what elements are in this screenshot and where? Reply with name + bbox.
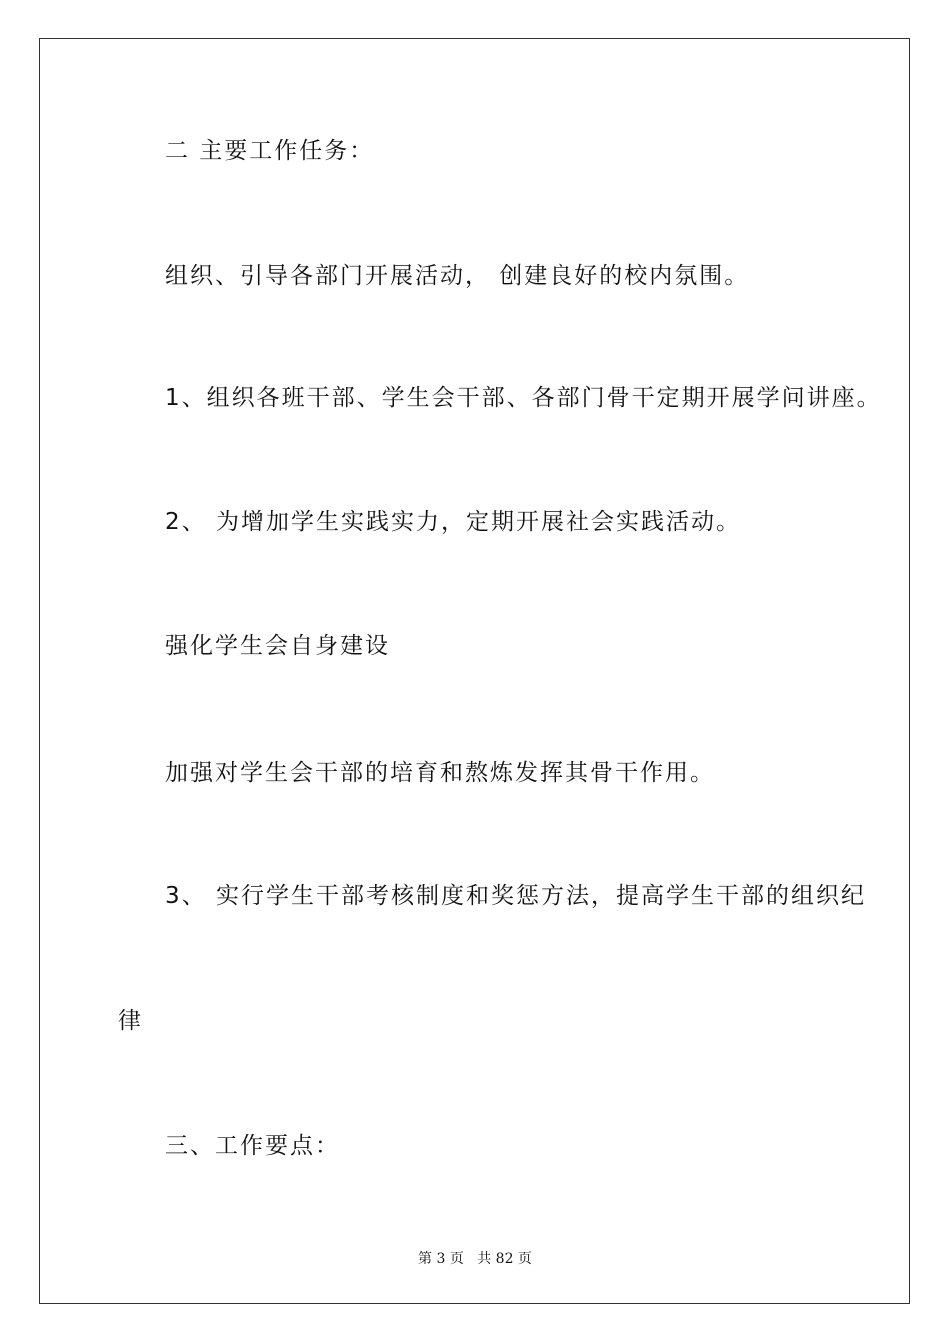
paragraph-strengthen-council: 强化学生会自身建设 [165,633,390,659]
page-footer [0,1248,950,1268]
paragraph-organize-guide: 组织、引导各部门开展活动， 创建良好的校内氛围。 [165,263,750,289]
list-item-3: 3、 实行学生干部考核制度和奖惩方法，提高学生干部的组织纪 [165,883,866,909]
section-heading-main-tasks: 二 主要工作任务： [165,138,375,164]
paragraph-cadre-training: 加强对学生会干部的培育和熬炼发挥其骨干作用。 [165,760,715,786]
list-item-3-continuation: 律 [118,1008,143,1034]
list-item-1: 1、组织各班干部、学生会干部、各部门骨干定期开展学问讲座。 [165,385,882,411]
list-item-2: 2、 为增加学生实践实力，定期开展社会实践活动。 [165,509,741,535]
page-number: 第 3 页 [418,1251,464,1267]
section-heading-key-points: 三、工作要点： [165,1133,340,1159]
page-border [39,38,910,1304]
page-total: 共 82 页 [477,1251,532,1267]
